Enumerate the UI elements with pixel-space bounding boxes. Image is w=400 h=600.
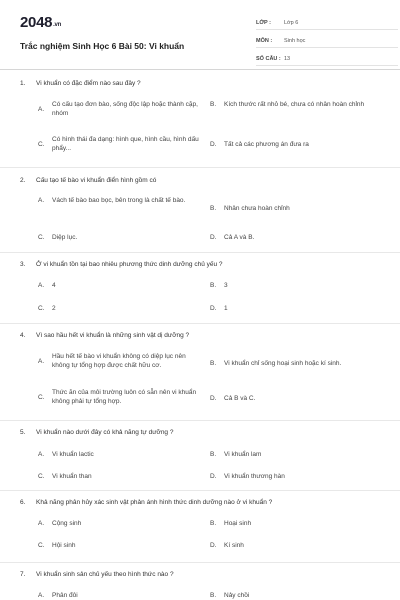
- header-divider: [0, 69, 400, 70]
- answer-option-a[interactable]: A. Phân đôi: [38, 592, 78, 599]
- answer-option-a[interactable]: A. Vi khuẩn lactic: [38, 451, 94, 458]
- question-divider: [0, 562, 400, 563]
- question-divider: [0, 167, 400, 168]
- site-logo[interactable]: 2048.vn: [20, 14, 61, 31]
- answer-option-b[interactable]: B. Kích thước rất nhỏ bé, chưa có nhân hoàn chỉnh: [210, 101, 365, 108]
- answer-option-d[interactable]: D. Cả A và B.: [210, 234, 255, 241]
- answer-option-b[interactable]: B. Hoại sinh: [210, 520, 252, 527]
- answer-option-d[interactable]: D. Tất cả các phương án đưa ra: [210, 141, 309, 148]
- question-text: 1. Vi khuẩn có đặc điểm nào sau đây ?: [20, 80, 141, 87]
- answer-option-b[interactable]: B. Vi khuẩn chỉ sống hoại sinh hoặc kí sinh.: [210, 360, 342, 367]
- question-divider: [0, 323, 400, 324]
- answer-option-c[interactable]: C. Hội sinh: [38, 542, 76, 549]
- question-text: 4. Vì sao hầu hết vi khuẩn là những sinh vật dị dưỡng ?: [20, 332, 190, 339]
- answer-option-a[interactable]: A. Hầu hết tế bào vi khuẩn không có diệp lục nên không tự tổng hợp được chất hữu cơ.: [38, 353, 186, 370]
- answer-option-b[interactable]: B. Vi khuẩn lam: [210, 451, 262, 458]
- answer-option-d[interactable]: D. Vi khuẩn thương hàn: [210, 473, 285, 480]
- answer-option-d[interactable]: D. 1: [210, 305, 228, 312]
- quiz-meta: [256, 16, 398, 70]
- answer-option-b[interactable]: B. Nhân chưa hoàn chỉnh: [210, 205, 290, 212]
- meta-value: Sinh học: [284, 37, 306, 44]
- question-divider: [0, 420, 400, 421]
- answer-option-a[interactable]: A. Cộng sinh: [38, 520, 82, 527]
- answer-option-c[interactable]: C. Diệp lục.: [38, 234, 78, 241]
- meta-class-row: [256, 16, 398, 30]
- meta-value: 13: [284, 55, 291, 62]
- answer-option-d[interactable]: D. Kí sinh: [210, 542, 244, 549]
- answer-option-c[interactable]: C. Thức ăn của môi trường luôn có sẵn nên vi khuẩn không phải tự tổng hợp.: [38, 389, 197, 406]
- meta-label: SỐ CÂU :: [256, 55, 281, 62]
- meta-value: Lớp 6: [284, 19, 299, 26]
- meta-label: MÔN :: [256, 37, 273, 44]
- page-header: [20, 14, 380, 66]
- question-text: 3. Ở vi khuẩn tồn tại bao nhiêu phương thức dinh dưỡng chủ yếu ?: [20, 261, 223, 268]
- answer-option-a[interactable]: A. 4: [38, 282, 56, 289]
- answer-option-c[interactable]: C. 2: [38, 305, 56, 312]
- question-divider: [0, 490, 400, 491]
- answer-option-c[interactable]: C. Vi khuẩn than: [38, 473, 92, 480]
- answer-option-b[interactable]: B. Nảy chồi: [210, 592, 250, 599]
- meta-count-row: [256, 52, 398, 66]
- answer-option-a[interactable]: A. Vách tế bào bao bọc, bên trong là chất tế bào.: [38, 197, 186, 204]
- question-divider: [0, 252, 400, 253]
- question-text: 2. Cấu tạo tế bào vi khuẩn điển hình gồm có: [20, 177, 157, 184]
- question-text: 7. Vi khuẩn sinh sản chủ yếu theo hình thức nào ?: [20, 571, 174, 578]
- page-title: Trắc nghiệm Sinh Học 6 Bài 50: Vi khuẩn: [20, 41, 185, 51]
- question-text: 6. Khả năng phân hủy xác sinh vật phản ánh hình thức dinh dưỡng nào ở vi khuẩn ?: [20, 499, 273, 506]
- answer-option-d[interactable]: D. Cả B và C.: [210, 395, 256, 402]
- answer-option-c[interactable]: C. Có hình thái đa dạng: hình que, hình cầu, hình dấu phẩy...: [38, 136, 199, 153]
- question-text: 5. Vi khuẩn nào dưới đây có khả năng tự dưỡng ?: [20, 429, 174, 436]
- answer-option-b[interactable]: B. 3: [210, 282, 228, 289]
- meta-label: LỚP :: [256, 19, 271, 26]
- answer-option-a[interactable]: A. Có cấu tạo đơn bào, sống độc lập hoặc thành cặp, nhóm: [38, 101, 198, 118]
- meta-subject-row: [256, 34, 398, 48]
